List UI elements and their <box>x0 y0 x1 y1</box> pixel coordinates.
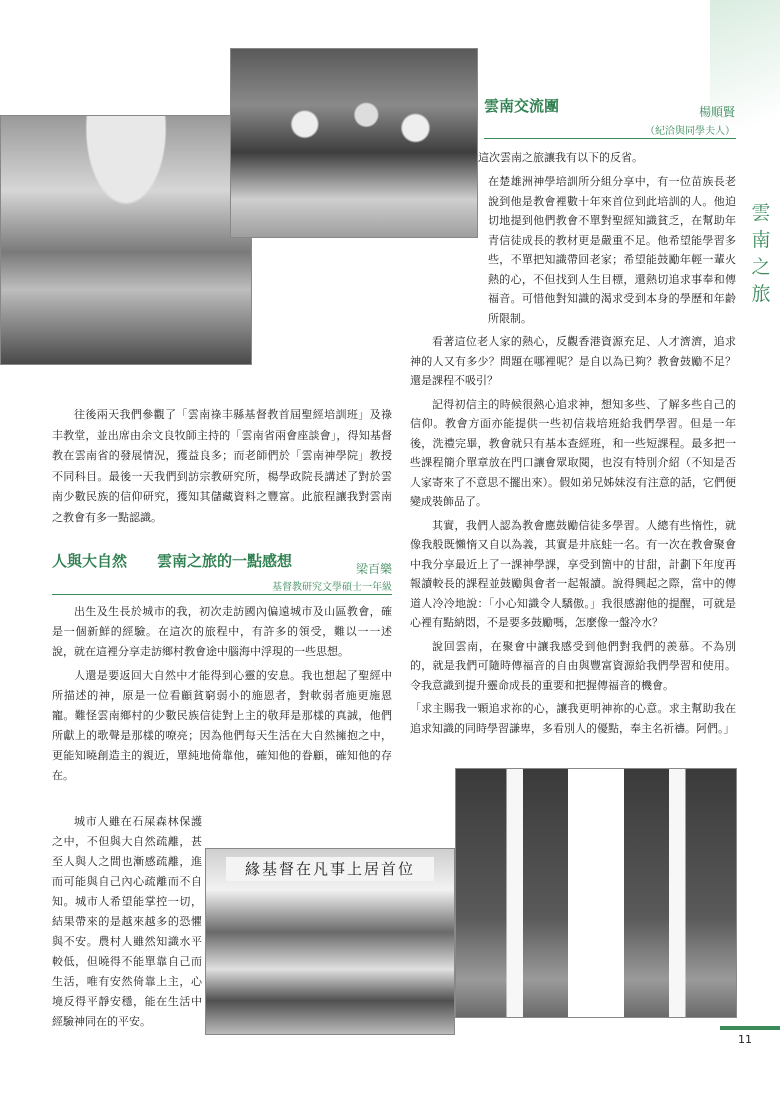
article2-body-wrap <box>52 812 202 1036</box>
article1-rule <box>484 138 736 139</box>
article2-body <box>52 602 392 790</box>
article1-author: 楊順賢 <box>698 105 735 119</box>
article2-paragraph: 出生及生長於城市的我，初次走訪國內偏遠城市及山區教會，確是一個新鮮的經驗。在這次的旅程中，有許多的領受，難以一一述說，就在這裡分享走訪鄉村教會途中腦海中浮現的一些思想。 <box>52 605 392 658</box>
choir-photo <box>205 848 455 1035</box>
intro-paragraph: 往後兩天我們參觀了「雲南祿丰縣基督教首屆聖經培訓班」及祿丰教堂，並出席由余文良牧師主持的「雲南省兩會座談會」，得知基督教在雲南省的發展情況，獲益良多；而老師們於「雲南神學院」教授不同科目。最後一天我們到訪宗教研究所，楊學政院長講述了對於雲南少數民族的信仰研究，獲知其儲藏資料之豐富。此旅程讓我對雲南之教會有多一點認識。 <box>52 408 392 524</box>
page-number-bar <box>720 1026 780 1030</box>
meeting-photo <box>0 115 252 365</box>
church-photo <box>455 768 737 1018</box>
article2-paragraph: 城市人雖在石屎森林保護之中，不但與大自然疏離，甚至人與人之間也漸感疏離，進而可能與自己內心疏離而不自知。城市人希望能掌控一切，結果帶來的是越來越多的恐懼與不安。農村人雖然知識水平較低，但曉得不能單靠自己而生活，唯有安然倚靠上主，心境反得平靜安穩，能在生活中經驗神同在的平安。 <box>52 815 202 1028</box>
article1-body <box>410 172 736 742</box>
article2-author: 梁百樂 <box>355 562 392 576</box>
article2-author-note: 基督教研究文學碩士一年級 <box>272 582 392 593</box>
cross-icon <box>593 804 599 874</box>
article2-paragraph: 人還是要返回大自然中才能得到心靈的安息。我也想起了聖經中所描述的神，原是一位看顧貧窮弱小的施恩者，對軟弱者施更施恩寵。難怪雲南鄉村的少數民族信徒對上主的敬拜是那樣的真誠，他們所獻上的歌聲是那樣的嘹亮；因為他們每天生活在大自然擁抱之中，更能知曉創造主的親近，單純地倚靠他，確知他的眷顧，確知他的存在。 <box>52 669 392 782</box>
article1-paragraph: 在楚雄洲神學培訓所分組分享中，有一位苗族長老說到他是教會裡數十年來首位到此培訓的人。他迫切地提到他們教會不單對聖經知識貧乏，在幫助年青信徒成長的教材更是嚴重不足。他希望能學習多些，不單把知識帶回老家；希望能鼓勵年輕一輩火熱的心，不但找到人生目標，還熱切追求事奉和傳福音。可惜他對知識的渴求受到本身的學歷和年齡所限制。 <box>488 175 736 325</box>
article1-paragraph: 「求主賜我一顆追求祢的心，讓我更明神祢的心意。求主幫助我在追求知識的同時學習謙卑，多看別人的優點，奉主名祈禱。阿們。」 <box>410 702 736 735</box>
article1-paragraph: 其實，我們人認為教會應鼓勵信徒多學習。人總有些惰性，就像我般既懶惰又自以為義，其實是井底蛙一名。有一次在教會聚會中我分享最近上了一課神學課，享受到箇中的甘甜，計劃下年度再報讀較長的課程並鼓勵與會者一起報讀。說得興起之際，當中的傳道人冷冷地說：「小心知識令人驕傲。」我很感謝他的提醒，可就是心裡有點納悶，不是要多鼓勵嗎，怎麼像一盤冷水？ <box>410 518 736 629</box>
article1-paragraph: 這次雲南之旅讓我有以下的反省。 <box>478 151 643 164</box>
article2-title: 人與大自然 雲南之旅的一點感想 <box>52 552 293 570</box>
intro-text <box>52 405 392 532</box>
article2-rule <box>52 594 392 595</box>
cross-bar-icon <box>576 821 616 827</box>
choir-banner-text: 緣基督在凡事上居首位 <box>226 857 434 881</box>
article1-body-top <box>478 148 736 172</box>
article1-paragraph: 看著這位老人家的熱心，反觀香港資源充足、人才濟濟，追求神的人又有多少？問題在哪裡呢？是自以為已夠？教會鼓勵不足？還是課程不吸引？ <box>410 335 736 387</box>
article1-title: 雲南交流團 <box>484 97 560 115</box>
section-side-title: 雲南之旅 <box>751 202 771 305</box>
article1-author-note: （紀洽與同學夫人） <box>645 126 735 137</box>
page-number: 11 <box>738 1033 752 1046</box>
article1-paragraph: 記得初信主的時候很熱心追求神，想知多些、了解多些自己的信仰。教會方面亦能提供一些初信栽培班給我們學習。但是一年後，洗禮完畢，教會就只有基本查經班，和一些短課程。最多把一些課程簡介單章放在門口讓會眾取閱，也沒有特別介紹（不知是否人家寄來了不意思不擺出來）。假如弟兄姊妹沒有注意的話，它們便變成裝飾品了。 <box>410 397 736 508</box>
meeting-photo-image <box>1 116 251 364</box>
article1-paragraph: 說回雲南，在聚會中讓我感受到他們對我們的羨慕。不為別的，就是我們可隨時傳福音的自由與豐富資源給我們學習和使用。令我意識到提升靈命成長的重要和把握傳福音的機會。 <box>410 639 736 692</box>
